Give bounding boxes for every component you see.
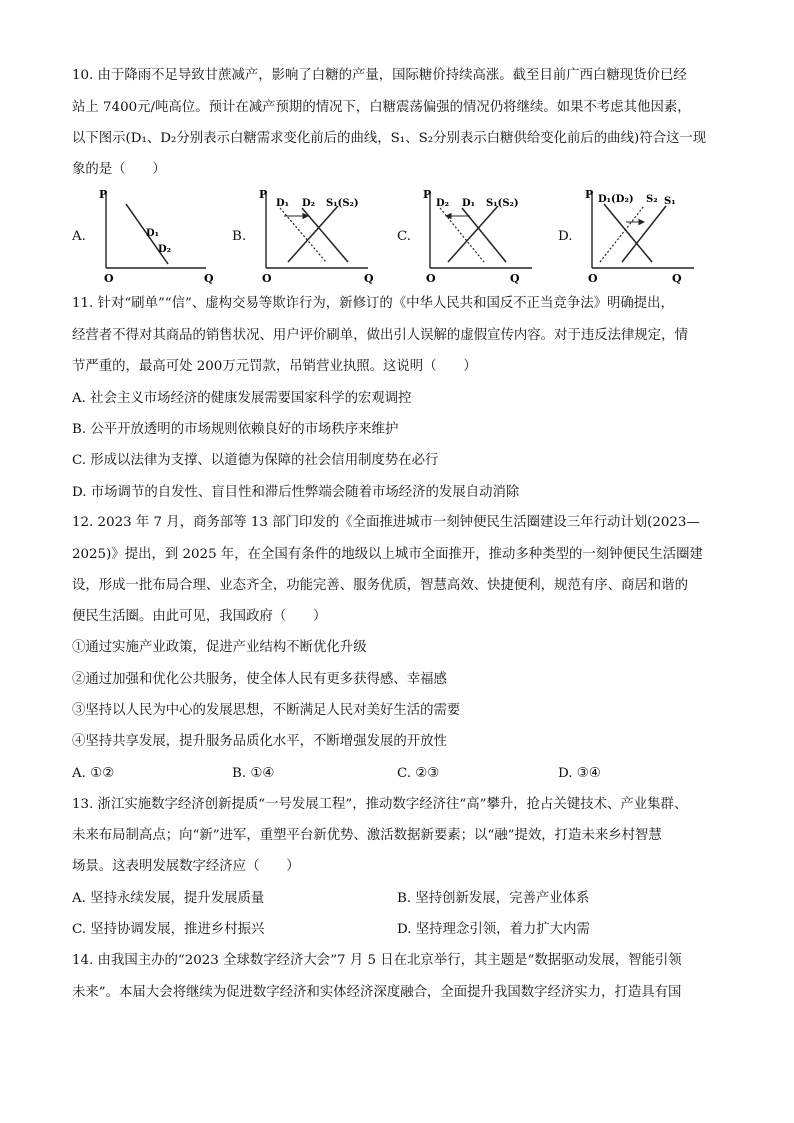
q14-line-1: 14. 由我国主办的“2023 全球数字经济大会”7 月 5 日在北京举行，其主题是“数据驱动发展，智能引领: [72, 953, 682, 968]
q10-option-b-label[interactable]: B.: [232, 229, 247, 244]
q13-line-1: 13. 浙江实施数字经济创新提质“一号发展工程”，推动数字经济往“高”攀升，抢占关键技术、产业集群、: [72, 797, 688, 812]
p-axis-label: P: [99, 188, 108, 201]
q13-option-d[interactable]: D. 坚持理念引领，着力扩大内需: [397, 922, 590, 937]
p-axis-label: P: [259, 188, 268, 201]
q13-line-3: 场景。这表明发展数字经济应（ ）: [72, 859, 300, 874]
s2-label: S₂: [646, 194, 658, 205]
q10-graph-a: [86, 186, 236, 284]
q14-line-2: 未来”。本届大会将继续为促进数字经济和实体经济深度融合，全面提升我国数字经济实力，打造具有国: [72, 985, 682, 1000]
q-axis-label: Q: [510, 272, 520, 284]
supply-curve: [288, 206, 338, 262]
q11-option-c[interactable]: C. 形成以法律为支撑、以道德为保障的社会信用制度势在必行: [72, 453, 439, 468]
q12-option-b[interactable]: B. ①④: [232, 766, 275, 781]
d1-label: D₁: [276, 198, 290, 209]
d2-curve: [302, 208, 348, 262]
p-axis-label: P: [585, 188, 594, 201]
q12-item-1: ①通过实施产业政策，促进产业结构不断优化升级: [72, 640, 367, 655]
q13-option-b[interactable]: B. 坚持创新发展，完善产业体系: [397, 891, 590, 906]
q10-graph-d: [574, 186, 724, 284]
d2-label: D₂: [436, 198, 450, 209]
q12-line-2: 2025)》提出，到 2025 年，在全国有条件的地级以上城市全面推开，推动多种类型的一刻钟便民生活圈建: [72, 547, 703, 562]
q12-option-c[interactable]: C. ②③: [397, 766, 440, 781]
q12-item-4: ④坚持共享发展，提升服务品质化水平，不断增强发展的开放性: [72, 734, 447, 749]
q10-line-3: 以下图示(D₁、D₂分别表示白糖需求变化前后的曲线，S₁、S₂分别表示白糖供给变化前后的曲线)符合这一现: [72, 131, 707, 146]
q12-line-3: 设，形成一批布局合理、业态齐全，功能完善、服务优质，智慧高效、快捷便利，规范有序、商居和谐的: [72, 578, 688, 593]
supply-curve: [448, 206, 498, 262]
s-label: S₁(S₂): [326, 198, 359, 209]
s-label: S₁(S₂): [486, 198, 519, 209]
q-axis-label: Q: [364, 272, 374, 284]
d1-label: D₁: [146, 228, 160, 239]
q11-line-1: 11. 针对“刷单”“信”、虚构交易等欺诈行为，新修订的《中华人民共和国反不正当竞争法》明确提出，: [72, 296, 674, 311]
s1-label: S₁: [664, 196, 676, 207]
q12-item-2: ②通过加强和优化公共服务，使全体人民有更多获得感、幸福感: [72, 672, 447, 687]
d1-label: D₁: [462, 198, 476, 209]
q12-item-3: ③坚持以人民为中心的发展思想，不断满足人民对美好生活的需要: [72, 703, 461, 718]
origin-label: O: [588, 272, 598, 284]
q11-line-2: 经营者不得对其商品的销售状况、用户评价刷单，做出引人误解的虚假宣传内容。对于违反法律规定，情: [72, 328, 688, 343]
q11-option-d[interactable]: D. 市场调节的自发性、盲目性和滞后性弊端会随着市场经济的发展自动消除: [72, 485, 520, 500]
origin-label: O: [262, 272, 272, 284]
q10-line-4: 象的是（ ）: [72, 162, 166, 177]
q10-option-d-label[interactable]: D.: [558, 229, 573, 244]
q-axis-label: Q: [672, 272, 682, 284]
q11-line-3: 节严重的，最高可处 200万元罚款，吊销营业执照。这说明（ ）: [72, 359, 477, 374]
q10-option-c-label[interactable]: C.: [397, 229, 412, 244]
q10-line-2: 站上 7400元/吨高位。预计在减产预期的情况下，白糖震荡偏强的情况仍将继续。如果不考虑其他因素，: [72, 100, 691, 115]
q11-option-a[interactable]: A. 社会主义市场经济的健康发展需要国家科学的宏观调控: [72, 391, 412, 406]
q10-line-1: 10. 由于降雨不足导致甘蔗减产，影响了白糖的产量，国际糖价持续高涨。截至目前广西白糖现货价已经: [72, 68, 687, 83]
q13-option-a[interactable]: A. 坚持永续发展，提升发展质量: [72, 891, 265, 906]
d2-label: D₂: [158, 244, 172, 255]
q12-option-d[interactable]: D. ③④: [558, 766, 601, 781]
q12-option-a[interactable]: A. ①②: [72, 766, 115, 781]
q13-option-c[interactable]: C. 坚持协调发展，推进乡村振兴: [72, 922, 265, 937]
q10-graph-c: [412, 186, 562, 284]
p-axis-label: P: [423, 188, 432, 201]
d-label: D₁(D₂): [598, 194, 634, 205]
q11-option-b[interactable]: B. 公平开放透明的市场规则依赖良好的市场秩序来维护: [72, 422, 399, 437]
d2-label: D₂: [302, 198, 316, 209]
q12-line-4: 便民生活圈。由此可见，我国政府（ ）: [72, 609, 327, 624]
origin-label: O: [104, 272, 114, 284]
q13-line-2: 未来布局制高点；向“新”进军，重塑平台新优势、激活数据新要素；以“融”提效，打造未来乡村智慧: [72, 828, 662, 843]
s2-curve: [600, 206, 644, 262]
q12-line-1: 12. 2023 年 7 月，商务部等 13 部门印发的《全面推进城市一刻钟便民生活圈建设三年行动计划(2023—: [72, 515, 700, 530]
origin-label: O: [426, 272, 436, 284]
q10-graph-b: [248, 186, 398, 284]
q10-option-a-label[interactable]: A.: [72, 229, 86, 244]
q-axis-label: Q: [204, 272, 214, 284]
